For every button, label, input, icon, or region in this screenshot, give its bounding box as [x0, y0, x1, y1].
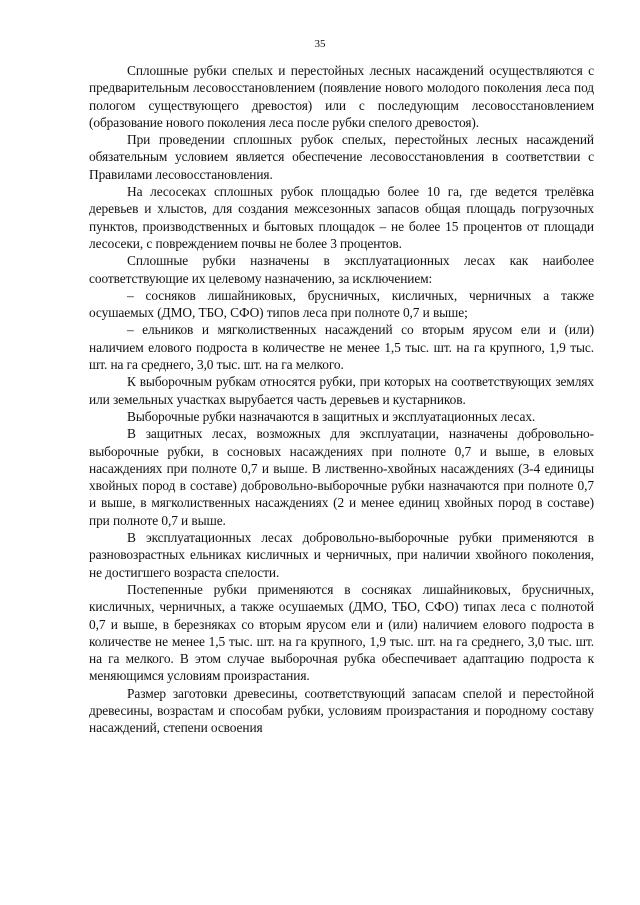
page-number: 35: [314, 38, 326, 50]
list-item-spruce-exception: – ельников и мягколиственных насаждений со вторым ярусом ели и (или) наличием елового подроста в количестве не менее 1,5 тыс. шт. на га крупного, 1,9 тыс. шт. на га среднего, 3,0 тыс. шт. на га мелкого.: [89, 322, 594, 373]
paragraph-clearcut-assignment: Сплошные рубки назначены в эксплуатационных лесах как наиболее соответствующие их целевому назначению, за исключением:: [89, 253, 594, 286]
paragraph-gradual-cuttings: Постепенные рубки применяются в сосняках лишайниковых, брусничных, кисличных, черничных, а также осушаемых (ДМО, ТБО, СФО) типах леса с полнотой 0,7 и выше, в березняках со вторым ярусом ели и (или) наличием елового подроста в количестве не менее 1,5 тыс. шт. на га крупного, 1,9 тыс. шт. на га среднего, 3,0 тыс. шт. на га мелкого. В этом случае выборочная рубка обеспечивает адаптацию подроста к меняющимся условиям произрастания.: [89, 581, 594, 684]
paragraph-selective-forests: Выборочные рубки назначаются в защитных и эксплуатационных лесах.: [127, 408, 536, 424]
paragraph-protective-forests: В защитных лесах, возможных для эксплуатации, назначены добровольно-выборочные рубки, в сосновых насаждениях при полноте 0,7 и выше, в еловых насаждениях при полноте 0,7 и выше. В лиственно-хвойных насаждениях (3-4 единицы хвойных пород в составе) добровольно-выборочные рубки назначаются при полноте 0,7 и выше, в мягколиственных насаждениях (2 и менее единиц хвойных пород в составе) при полноте 0,7 и выше.: [89, 426, 594, 528]
paragraph-selective-definition: К выборочным рубкам относятся рубки, при которых на соответствующих землях или земельных участках вырубается часть деревьев и кустарников.: [89, 374, 594, 407]
document-body: [89, 62, 594, 737]
paragraph-clearcut-reforestation: При проведении сплошных рубок спелых, перестойных лесных насаждений обязательным условием является обеспечение лесовосстановления в соответствии с Правилами лесовосстановления.: [89, 132, 594, 182]
paragraph-exploitation-forests: В эксплуатационных лесах добровольно-выборочные рубки применяются в разновозрастных ельниках кисличных и черничных, при наличии хвойного поколения, не достигшего возраста спелости.: [89, 530, 594, 580]
list-item-pine-exception: – сосняков лишайниковых, брусничных, кисличных, черничных а также осушаемых (ДМО, ТБО, СФО) типов леса при полноте 0,7 и выше;: [89, 287, 594, 321]
paragraph-clearcut-intro: Сплошные рубки спелых и перестойных лесных насаждений осуществляются с предварительным лесовосстановлением (появление нового молодого поколения леса под пологом существующего древостоя) или с последующим лесовосстановлением (образование нового поколения леса после рубки спелого древостоя).: [89, 63, 594, 130]
paragraph-harvest-volume: Размер заготовки древесины, соответствующий запасам спелой и перестойной древесины, возрастам и способам рубки, условиям произрастания и породному составу насаждений, степени освоения: [89, 685, 594, 736]
paragraph-clearcut-area: На лесосеках сплошных рубок площадью более 10 га, где ведется трелёвка деревьев и хлыстов, для создания межсезонных запасов общая площадь погрузочных пунктов, производственных и бытовых площадок – не более 15 процентов от площади лесосеки, с повреждением почвы не более 3 процентов.: [89, 184, 594, 251]
